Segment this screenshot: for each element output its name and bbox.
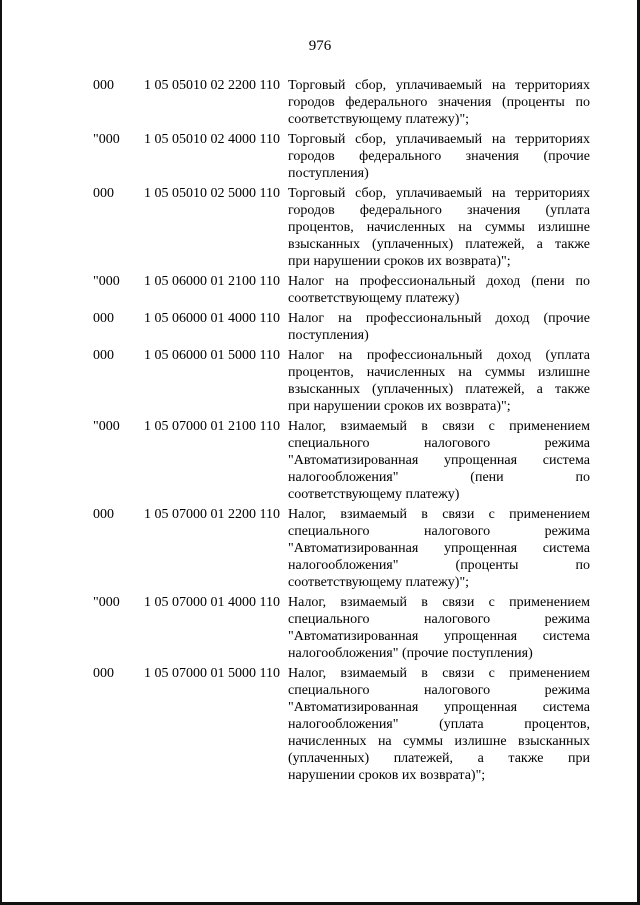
description-line: Налог на профессиональный доход (прочие	[288, 311, 590, 326]
description-line: Налог, взимаемый в связи с применением	[288, 419, 590, 434]
admin-code: 000	[93, 311, 114, 326]
description-line: специального налогового режима	[288, 436, 590, 451]
budget-classification-code: 1 05 06000 01 5000 110	[144, 348, 280, 363]
description-line: Торговый сбор, уплачиваемый на территориях	[288, 186, 590, 201]
budget-code-table	[93, 77, 590, 787]
description-line: специального налогового режима	[288, 524, 590, 539]
description-line: при нарушении сроков их возврата)";	[288, 254, 511, 269]
description-line: Торговый сбор, уплачиваемый на территориях	[288, 132, 590, 147]
description-line: городов федерального значения (прочие	[288, 149, 590, 164]
admin-code: 000	[93, 666, 114, 681]
description-line: Торговый сбор, уплачиваемый на территориях	[288, 78, 590, 93]
description-line: при нарушении сроков их возврата)";	[288, 399, 511, 414]
description-line: начисленных на суммы излишне взысканных	[288, 734, 590, 749]
description-line: процентов, начисленных на суммы излишне	[288, 365, 590, 380]
admin-code: 000	[93, 186, 114, 201]
description-line: поступления)	[288, 328, 369, 343]
budget-classification-code: 1 05 07000 01 2200 110	[144, 507, 280, 522]
table-row	[93, 418, 590, 503]
description-line: специального налогового режима	[288, 612, 590, 627]
description-line: Налог, взимаемый в связи с применением	[288, 666, 590, 681]
revenue-description	[288, 310, 590, 344]
admin-code: 000	[93, 78, 114, 93]
table-row	[93, 665, 590, 784]
table-row	[93, 310, 590, 344]
revenue-description	[288, 418, 590, 503]
budget-classification-code: 1 05 05010 02 5000 110	[144, 186, 280, 201]
table-row	[93, 77, 590, 128]
page-number: 976	[308, 38, 332, 54]
budget-classification-code: 1 05 05010 02 2200 110	[144, 78, 280, 93]
description-line: соответствующему платежу)	[288, 291, 460, 306]
budget-classification-code: 1 05 07000 01 5000 110	[144, 666, 280, 681]
description-line: поступления)	[288, 166, 369, 181]
revenue-description	[288, 185, 590, 270]
description-line: взысканных (уплаченных) платежей, а также	[288, 382, 590, 397]
revenue-description	[288, 506, 590, 591]
description-line: налогообложения" (уплата процентов,	[288, 717, 590, 732]
description-line: соответствующему платежу)";	[288, 575, 470, 590]
budget-classification-code: 1 05 06000 01 2100 110	[144, 274, 280, 289]
budget-classification-code: 1 05 07000 01 2100 110	[144, 419, 280, 434]
description-line: "Автоматизированная упрощенная система	[288, 700, 590, 715]
description-line: городов федерального значения (проценты по	[288, 95, 590, 110]
table-row	[93, 131, 590, 182]
revenue-description	[288, 594, 590, 662]
revenue-description	[288, 665, 590, 784]
revenue-description	[288, 273, 590, 307]
description-line: городов федерального значения (уплата	[288, 203, 590, 218]
description-line: Налог, взимаемый в связи с применением	[288, 595, 590, 610]
revenue-description	[288, 77, 590, 128]
description-line: налогообложения" (прочие поступления)	[288, 646, 533, 661]
description-line: соответствующему платежу)	[288, 487, 460, 502]
description-line: "Автоматизированная упрощенная система	[288, 541, 590, 556]
description-line: нарушении сроков их возврата)";	[288, 768, 486, 783]
table-row	[93, 185, 590, 270]
table-row	[93, 594, 590, 662]
description-line: процентов, начисленных на суммы излишне	[288, 220, 590, 235]
description-line: налогообложения" (пени по	[288, 470, 590, 485]
budget-classification-code: 1 05 07000 01 4000 110	[144, 595, 280, 610]
revenue-description	[288, 347, 590, 415]
table-row	[93, 506, 590, 591]
budget-classification-code: 1 05 06000 01 4000 110	[144, 311, 280, 326]
admin-code: "000	[93, 595, 120, 610]
admin-code: 000	[93, 348, 114, 363]
admin-code: "000	[93, 132, 120, 147]
revenue-description	[288, 131, 590, 182]
description-line: "Автоматизированная упрощенная система	[288, 453, 590, 468]
description-line: Налог на профессиональный доход (уплата	[288, 348, 590, 363]
table-row	[93, 347, 590, 415]
description-line: взысканных (уплаченных) платежей, а также	[288, 237, 590, 252]
table-row	[93, 273, 590, 307]
admin-code: "000	[93, 419, 120, 434]
description-line: (уплаченных) платежей, а также при	[288, 751, 590, 766]
budget-classification-code: 1 05 05010 02 4000 110	[144, 132, 280, 147]
description-line: специального налогового режима	[288, 683, 590, 698]
description-line: Налог на профессиональный доход (пени по	[288, 274, 590, 289]
scan-edge-left	[0, 0, 2, 905]
admin-code: "000	[93, 274, 120, 289]
description-line: Налог, взимаемый в связи с применением	[288, 507, 590, 522]
admin-code: 000	[93, 507, 114, 522]
description-line: соответствующему платежу)";	[288, 112, 470, 127]
description-line: "Автоматизированная упрощенная система	[288, 629, 590, 644]
description-line: налогообложения" (проценты по	[288, 558, 590, 573]
